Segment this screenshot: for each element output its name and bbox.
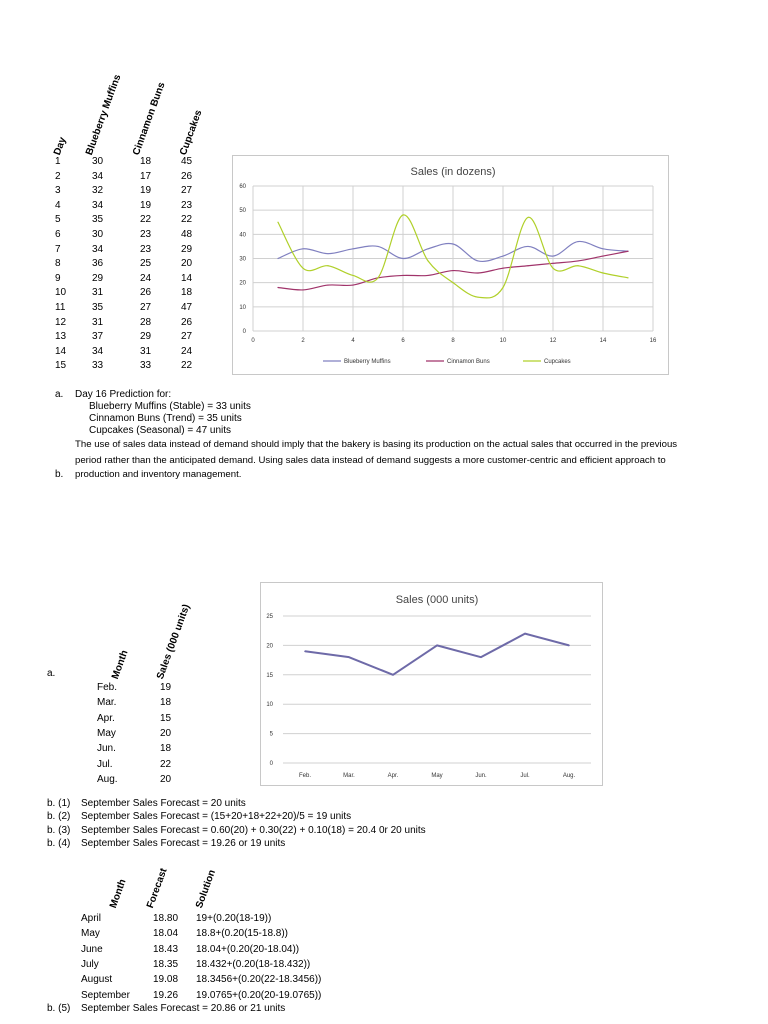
chart1-point <box>602 272 603 273</box>
chart2-point <box>480 656 482 658</box>
explanation-line-2: period rather than the anticipated demand. Using sales data instead of demand suggests a more customer-centric and efficient approach to <box>75 455 666 466</box>
chart1-xtick: 16 <box>649 338 657 344</box>
table1-cell: 31 <box>92 316 104 328</box>
table1-cell: 19 <box>140 185 152 197</box>
chart1-point <box>527 217 528 218</box>
table1-cell: 2 <box>55 170 61 182</box>
table1-cell: 47 <box>181 302 193 313</box>
table3-cell: 19.0765+(0.20(20-19.0765)) <box>196 989 322 1001</box>
chart1-point <box>427 248 428 249</box>
table1-cell: 28 <box>140 316 152 328</box>
chart1-xtick: 0 <box>251 338 255 344</box>
table1-cell: 10 <box>55 287 67 299</box>
table1-cell: 35 <box>92 302 104 313</box>
chart2-xtick: Aug. <box>562 773 576 779</box>
table2-cell: Jul. <box>97 758 113 770</box>
table1-header: Blueberry Muffins <box>84 73 124 157</box>
table1-cell: 33 <box>92 360 104 372</box>
prediction-line-2: Cinnamon Buns (Trend) = 35 units <box>89 413 242 424</box>
chart2-series-line <box>305 634 569 675</box>
chart1-xtick: 14 <box>599 338 607 344</box>
table3-cell: July <box>81 958 99 970</box>
chart1-ytick: 0 <box>242 329 246 335</box>
table1-cell: 37 <box>92 331 104 343</box>
chart1-xtick: 12 <box>549 338 557 344</box>
chart1-point <box>627 251 628 252</box>
final-forecast-label: b. (5) <box>47 1003 71 1014</box>
table1-cell: 7 <box>55 243 61 255</box>
chart1-point <box>352 275 353 276</box>
chart1-legend-label: Blueberry Muffins <box>344 359 391 365</box>
table1-cell: 18 <box>181 287 193 299</box>
table1-cell: 5 <box>55 214 61 226</box>
table2-cell: Feb. <box>97 682 118 693</box>
table1-cell: 24 <box>181 345 193 357</box>
table1-header: Cupcakes <box>178 108 205 157</box>
table1-cell: 19 <box>140 199 152 211</box>
chart1-point <box>302 248 303 249</box>
chart1-point <box>402 258 403 259</box>
table3-header: Forecast <box>145 866 170 910</box>
table2-cell: Apr. <box>97 712 115 724</box>
chart2-ytick: 15 <box>266 672 273 679</box>
table1-cell: 26 <box>181 170 193 182</box>
chart1-point <box>452 270 453 271</box>
chart1-point <box>427 260 428 261</box>
table3-header: Solution <box>194 868 219 910</box>
chart1-point <box>552 268 553 269</box>
chart1-xtick: 8 <box>451 338 455 344</box>
table3-cell: 18.3456+(0.20(22-18.3456)) <box>196 974 322 986</box>
table2-header: Sales (000 units) <box>155 602 193 681</box>
chart1-point <box>352 248 353 249</box>
forecast-label: b. (4) <box>47 837 71 849</box>
chart1-point <box>302 268 303 269</box>
chart1-point <box>627 277 628 278</box>
table1-cell: 48 <box>181 229 193 240</box>
sales-dozens-chart-svg <box>233 156 668 374</box>
chart1-ytick: 40 <box>239 232 246 239</box>
chart1-point <box>577 260 578 261</box>
table1-cell: 34 <box>92 170 104 182</box>
chart1-point <box>377 246 378 247</box>
table1-cell: 20 <box>181 258 193 270</box>
chart1-xtick: 2 <box>301 338 305 344</box>
table1-cell: 18 <box>140 156 152 167</box>
table2-cell: May <box>97 727 116 739</box>
forecast-label: b. (3) <box>47 824 71 836</box>
table1-cell: 33 <box>140 360 152 372</box>
table3-cell: May <box>81 928 100 940</box>
table2-cell: Jun. <box>97 743 116 755</box>
section-b-label: b. <box>55 469 64 480</box>
table2-cell: 19 <box>160 682 172 693</box>
chart2-point <box>392 674 394 676</box>
chart1-point <box>577 241 578 242</box>
table3-cell: 18.43 <box>153 943 179 955</box>
table2-cell: 15 <box>160 712 172 724</box>
chart1-point <box>527 246 528 247</box>
chart1-ytick: 60 <box>239 184 246 190</box>
table2-cell: 22 <box>160 758 172 770</box>
chart1-point <box>352 284 353 285</box>
table1-cell: 14 <box>181 272 193 284</box>
explanation-line-3: production and inventory management. <box>75 469 242 480</box>
chart2-ytick: 0 <box>269 761 273 767</box>
table2-cell: 18 <box>160 697 172 709</box>
chart1-point <box>477 297 478 298</box>
table2-cell: Aug. <box>97 773 118 785</box>
table3-cell: 18.35 <box>153 958 179 970</box>
table1-cell: 45 <box>181 156 193 167</box>
chart2-xtick: Mar. <box>343 773 355 779</box>
table2-label: a. <box>47 668 56 679</box>
chart1-point <box>377 277 378 278</box>
chart1-point <box>402 214 403 215</box>
forecast-text: September Sales Forecast = 19.26 or 19 units <box>81 837 286 849</box>
table1-cell: 31 <box>140 345 152 357</box>
table1-cell: 27 <box>181 185 193 197</box>
table1-cell: 26 <box>140 287 152 299</box>
chart2-ytick: 20 <box>266 643 273 650</box>
chart1-point <box>327 284 328 285</box>
table1-cell: 22 <box>140 214 152 226</box>
chart2-xtick: Feb. <box>298 773 312 779</box>
chart1-point <box>427 275 428 276</box>
chart1-point <box>552 263 553 264</box>
chart2-ytick: 25 <box>266 614 273 620</box>
chart1-point <box>402 275 403 276</box>
chart2-title: Sales (000 units) <box>395 594 479 606</box>
table3-cell: 19.08 <box>153 974 179 986</box>
table3-cell: September <box>81 989 130 1001</box>
table1-cell: 27 <box>181 331 193 343</box>
chart1-point <box>327 253 328 254</box>
final-forecast-text: September Sales Forecast = 20.86 or 21 units <box>81 1003 286 1014</box>
table1-cell: 13 <box>55 331 67 343</box>
chart1-point <box>502 287 503 288</box>
chart2-point <box>568 645 570 647</box>
chart1-legend-label: Cupcakes <box>544 359 571 365</box>
table1-cell: 8 <box>55 258 61 270</box>
table1-cell: 4 <box>55 199 61 211</box>
chart1-ytick: 30 <box>239 256 246 263</box>
table1-cell: 23 <box>181 199 193 211</box>
table1-cell: 1 <box>55 156 61 167</box>
table3-cell: 18.432+(0.20(18-18.432)) <box>196 958 311 970</box>
table3-cell: 18.04+(0.20(20-18.04)) <box>196 943 300 955</box>
table1-cell: 17 <box>140 170 152 182</box>
explanation-line-1: The use of sales data instead of demand should imply that the bakery is basing its production on the actual sales that occurred in the previous <box>75 439 678 450</box>
table1-cell: 27 <box>140 302 152 313</box>
chart1-point <box>527 265 528 266</box>
table2-header: Month <box>110 648 131 681</box>
section-a-label: a. <box>55 389 64 400</box>
table3-cell: 19.26 <box>153 989 179 1001</box>
table3-cell: June <box>81 943 103 955</box>
chart2-ytick: 5 <box>269 731 273 738</box>
chart2-xtick: May <box>431 773 443 779</box>
chart1-xtick: 6 <box>401 338 405 344</box>
chart1-ytick: 20 <box>239 280 246 287</box>
chart1-point <box>277 287 278 288</box>
table2-cell: 20 <box>160 727 172 739</box>
chart1-point <box>602 255 603 256</box>
chart1-point <box>277 258 278 259</box>
table1-header: Cinnamon Buns <box>131 80 168 157</box>
table1-cell: 9 <box>55 272 61 284</box>
table3-cell: April <box>81 913 102 924</box>
chart2-point <box>348 656 350 658</box>
chart1-point <box>327 265 328 266</box>
table2-cell: 20 <box>160 773 172 785</box>
table3-cell: 19+(0.20(18-19)) <box>196 913 272 924</box>
chart1-point <box>277 222 278 223</box>
table1-cell: 12 <box>55 316 67 328</box>
table3-header: Month <box>108 877 129 910</box>
forecast-text: September Sales Forecast = (15+20+18+22+20)/5 = 19 units <box>81 811 352 823</box>
chart1-title: Sales (in dozens) <box>410 166 496 178</box>
table1-cell: 36 <box>92 258 104 270</box>
table1-cell: 30 <box>92 156 104 167</box>
chart2-point <box>304 650 306 652</box>
chart1-point <box>577 265 578 266</box>
table1-cell: 15 <box>55 360 67 372</box>
chart1-point <box>602 248 603 249</box>
sales-dozens-chart <box>232 155 669 375</box>
table1-cell: 26 <box>181 316 193 328</box>
table1-cell: 11 <box>55 302 66 313</box>
sales-000-units-chart <box>260 582 603 786</box>
table1-cell: 30 <box>92 229 104 240</box>
table3-cell: August <box>81 974 113 986</box>
prediction-line-3: Cupcakes (Seasonal) = 47 units <box>89 425 232 436</box>
table1-cell: 24 <box>140 272 152 284</box>
table1-header: Day <box>52 135 69 157</box>
day16-heading: Day 16 Prediction for: <box>75 389 172 400</box>
table1-cell: 14 <box>55 345 67 357</box>
table1-cell: 23 <box>140 243 152 255</box>
table3-cell: 18.80 <box>153 913 179 924</box>
forecast-text: September Sales Forecast = 20 units <box>81 798 246 809</box>
chart2-point <box>524 633 526 635</box>
chart1-point <box>452 282 453 283</box>
table1-cell: 34 <box>92 243 104 255</box>
chart2-point <box>436 645 438 647</box>
chart1-xtick: 4 <box>351 338 355 344</box>
table1-cell: 23 <box>140 229 152 240</box>
forecast-label: b. (2) <box>47 811 71 823</box>
table1-cell: 35 <box>92 214 104 226</box>
chart2-xtick: Jul. <box>520 773 530 779</box>
table2-cell: 18 <box>160 743 172 755</box>
table3-cell: 18.04 <box>153 928 179 940</box>
chart1-ytick: 10 <box>239 304 246 311</box>
chart2-xtick: Apr. <box>387 773 399 779</box>
chart1-point <box>477 260 478 261</box>
table1-cell: 22 <box>181 360 193 372</box>
table1-cell: 29 <box>92 272 104 284</box>
chart1-point <box>552 255 553 256</box>
table1-cell: 32 <box>92 185 104 197</box>
table2-cell: Mar. <box>97 697 117 709</box>
chart2-ytick: 10 <box>266 702 273 709</box>
chart2-xtick: Jun. <box>475 773 487 779</box>
forecast-text: September Sales Forecast = 0.60(20) + 0.30(22) + 0.10(18) = 20.4 0r 20 units <box>81 824 426 836</box>
prediction-line-1: Blueberry Muffins (Stable) = 33 units <box>89 401 251 412</box>
chart1-point <box>452 243 453 244</box>
table1-cell: 3 <box>55 185 61 197</box>
chart1-xtick: 10 <box>499 338 507 344</box>
table1-cell: 34 <box>92 199 104 211</box>
forecast-label: b. (1) <box>47 798 71 809</box>
chart1-point <box>502 268 503 269</box>
chart1-point <box>302 289 303 290</box>
chart1-point <box>477 272 478 273</box>
table1-cell: 34 <box>92 345 104 357</box>
sales-000-units-chart-svg <box>261 583 602 785</box>
chart1-point <box>502 255 503 256</box>
chart1-legend-label: Cinnamon Buns <box>447 359 490 365</box>
table1-cell: 31 <box>92 287 104 299</box>
table1-cell: 29 <box>181 243 193 255</box>
table1-cell: 25 <box>140 258 152 270</box>
table1-cell: 6 <box>55 229 61 240</box>
table1-cell: 22 <box>181 214 193 226</box>
table3-cell: 18.8+(0.20(15-18.8)) <box>196 928 289 940</box>
chart1-ytick: 50 <box>239 208 246 215</box>
table1-cell: 29 <box>140 331 152 343</box>
